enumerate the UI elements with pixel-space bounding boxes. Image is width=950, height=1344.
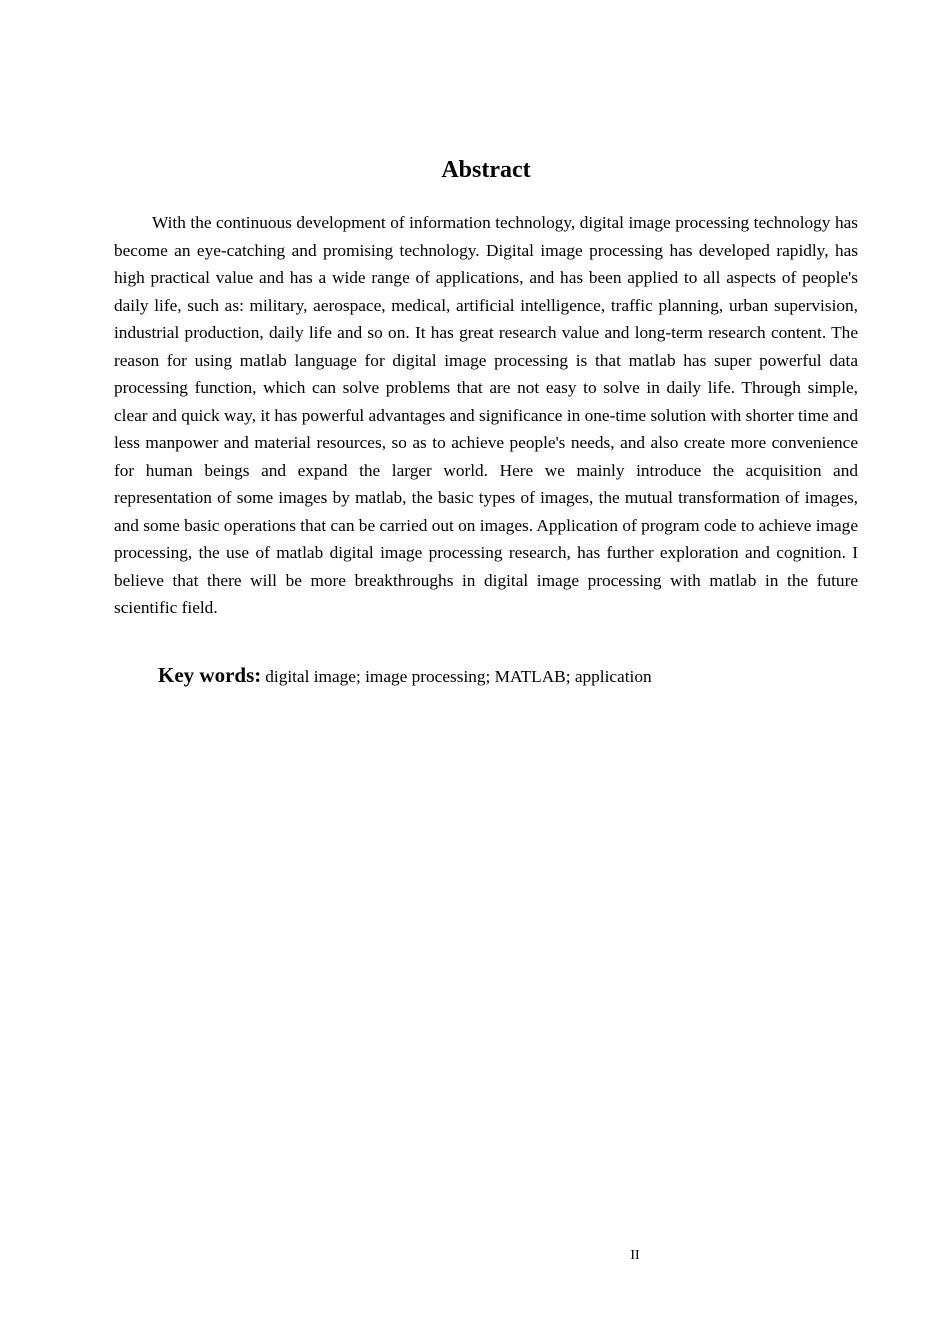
abstract-title: Abstract (441, 157, 531, 183)
abstract-body: With the continuous development of information technology, digital image processing technology has become an eye-catching and promising technology. Digital image processing has developed rapidly, has high practical value and has a wide range of applications, and has been applied to all aspects of people's daily life, such as: military, aerospace, medical, artificial intelligence, traffic planning, urban supervision, industrial production, daily life and so on. It has great research value and long-term research content. The reason for using matlab language for digital image processing is that matlab has super powerful data processing function, which can solve problems that are not easy to solve in daily life. Through simple, clear and quick way, it has powerful advantages and significance in one-time solution with shorter time and less manpower and material resources, so as to achieve people's needs, and also create more convenience for human beings and expand the larger world. Here we mainly introduce the acquisition and representation of some images by matlab, the basic types of images, the mutual transformation of images, and some basic operations that can be carried out on images. Application of program code to achieve image processing, the use of matlab digital image processing research, has further exploration and cognition. I believe that there will be more breakthroughs in digital image processing with matlab in the future scientific field. (114, 213, 858, 617)
page-number: II (630, 1248, 640, 1263)
keywords-label: Key words: (158, 663, 262, 687)
keywords-line (158, 659, 858, 694)
keywords-value: digital image; image processing; MATLAB; application (265, 667, 652, 686)
